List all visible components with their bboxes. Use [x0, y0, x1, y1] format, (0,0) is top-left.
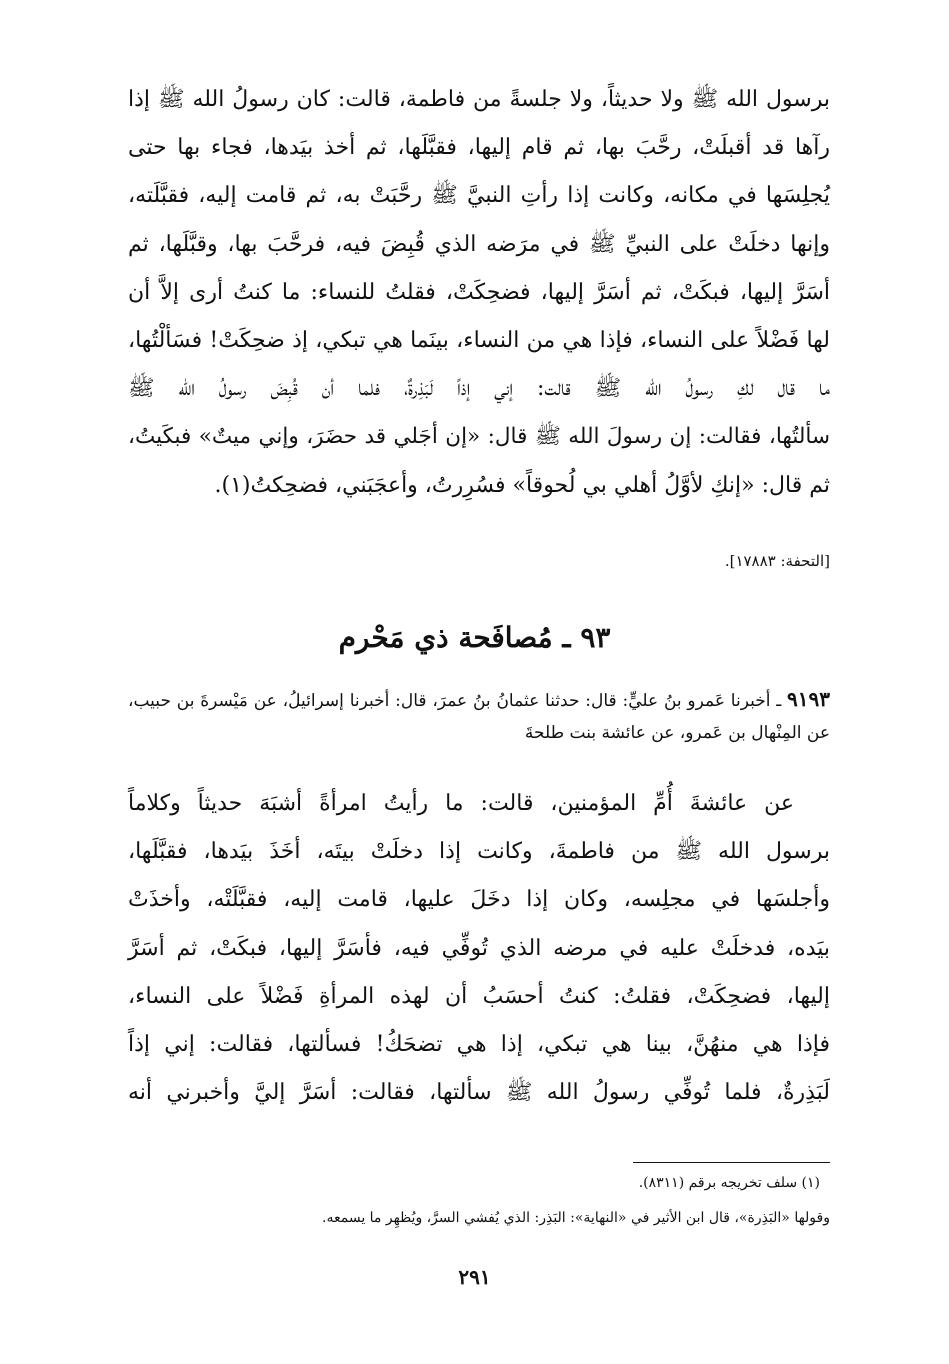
text-line: إليها، فضحِكَتْ، فقلتُ: كنتُ أحسَبُ أن لهذه المرأةِ فَضْلاً على النساء، — [128, 983, 830, 1009]
isnad-paragraph — [128, 683, 830, 749]
text-line: برسول الله ﷺ من فاطمةَ، وكانت إذا دخلَتْ بيتَه، أخَذَ بيَدها، فقبَّلَها، — [128, 839, 830, 865]
tuhfa-reference: [التحفة: ١٧٨٨٣]. — [724, 552, 830, 570]
text-line: بيَده، فدخلَتْ عليه في مرضه الذي تُوفِّي فيه، فأسَرَّ إليها، فبكَتْ، ثم أسَرَّ — [128, 935, 830, 961]
text-line: ما قال لكِ رسولُ الله ﷺ قالت: إني إذاً لَبَذِرةٌ، فلما أن قُبِضَ رسولُ الله ﷺ — [128, 376, 830, 402]
footnote-divider — [633, 1162, 830, 1163]
text-line: برسول الله ﷺ ولا حديثاً، ولا جلسةً من فاطمة، قالت: كان رسولُ الله ﷺ إذا — [128, 87, 830, 112]
text-line: ثم قال: «إنكِ لأوَّلُ أهلي بي لُحوقاً» فسُرِرتُ، وأعجَبَني، فضحِكتُ(١). — [214, 472, 830, 498]
text-line: وأجلسَها في مجلِسه، وكان إذا دخَلَ عليها، قامت إليه، فقبَّلَتْه، وأخذَتْ — [128, 887, 830, 913]
text-line: لَبَذِرةٌ، فلما تُوفِّي رسولُ الله ﷺ سألتها، فقالت: أسَرَّ إليَّ وأخبرني أنه — [128, 1080, 830, 1106]
hadith-number: ٩١٩٣ — [787, 687, 830, 711]
isnad-text: ـ أخبرنا عَمرو بنُ عليٍّ: قال: حدثنا عثمانُ بنُ عمرَ، قال: أخبرنا إسرائيلُ، عن مَيْسرةَ بن حبيب، عن المِنْهال بن عَمرو، عن عائشة بنت طلحةَ — [128, 691, 830, 743]
text-line: يُجلِسَها في مكانه، وكانت إذا رأتِ النبيَّ ﷺ رحَّبَتْ به، ثم قامت إليه، فقبَّلَته، — [128, 183, 830, 209]
hadith-continuation-paragraph — [128, 76, 830, 536]
matn-paragraph — [128, 780, 830, 1160]
text-line: رآها قد أقبلَتْ، رحَّبَ بها، ثم قام إليها، فقبَّلَها، ثم أخذ بيَدها، فجاء بها حتى — [128, 135, 830, 161]
footnote-2: وقولها «البَذِرة»، قال ابن الأثير في «النهاية»: البَذِر: الذي يُفشي السرَّ، ويُظهِر ما يسمعه. — [322, 1210, 830, 1226]
footnote-1: (١) سلف تخريجه برقم (٨٣١١). — [638, 1175, 820, 1191]
text-line: أسَرَّ إليها، فبكَتْ، ثم أسَرَّ إليها، فضحِكَتْ، فقلتُ للنساء: ما كنتُ أرى إلاَّ أن — [128, 279, 830, 305]
page-number: ٢٩١ — [458, 1265, 491, 1289]
text-line: لها فَضْلاً على النساء، فإذا هي من النساء، بينَما هي تبكي، إذ ضحِكَتْ! فسَألْتُها، — [128, 328, 830, 354]
text-line: فإذا هي منهُنَّ، بينا هي تبكي، إذا هي تضحَكُ! فسألتها، فقالت: إني إذاً — [128, 1032, 830, 1058]
chapter-heading: ٩٣ ـ مُصافَحة ذي مَحْرم — [338, 621, 611, 654]
text-line: عن عائشةَ أُمِّ المؤمنين، قالت: ما رأيتُ امرأةً أشبَهَ حديثاً وكلاماً — [128, 791, 794, 816]
text-line: سألتُها، فقالت: إن رسولَ الله ﷺ قال: «إن أجَلي قد حضَرَ، وإني ميتٌ» فبكَيتُ، — [128, 424, 830, 450]
text-line: وإنها دخلَتْ على النبيِّ ﷺ في مرَضه الذي قُبِضَ فيه، فرحَّبَ بها، وقبَّلَها، ثم — [128, 231, 830, 257]
